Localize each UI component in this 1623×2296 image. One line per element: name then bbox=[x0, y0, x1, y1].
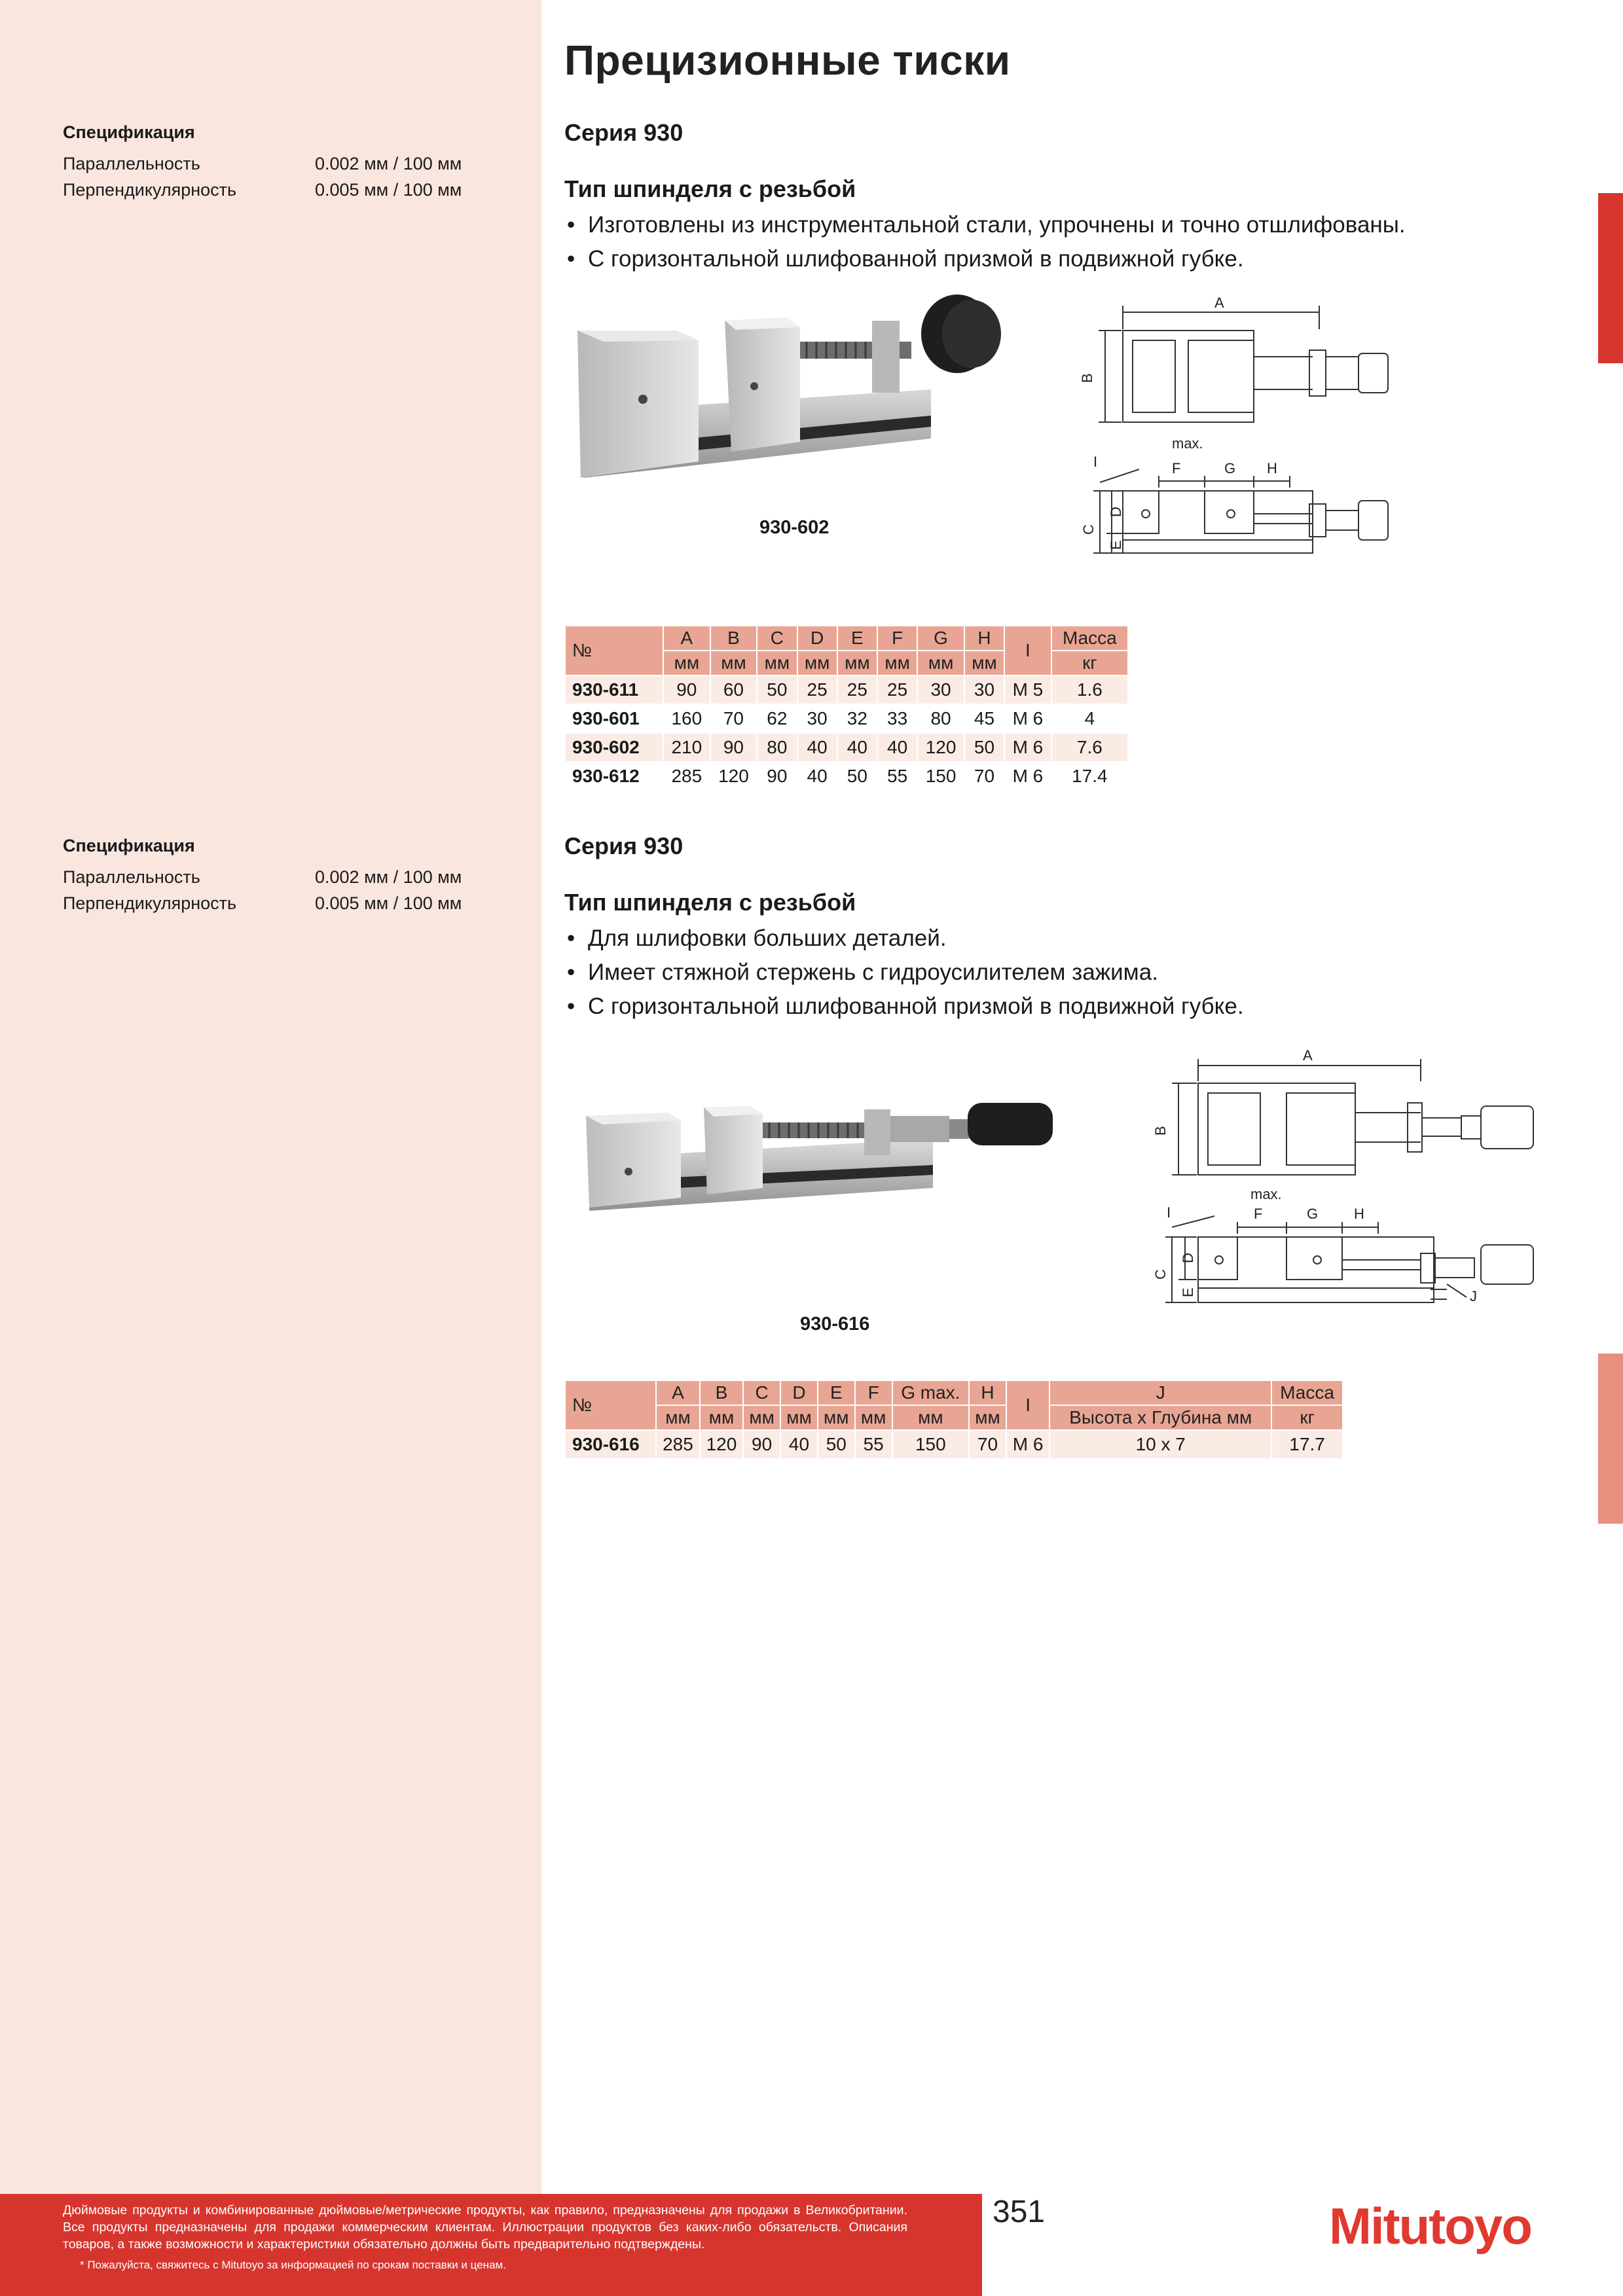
spec-value: 0.002 мм / 100 мм bbox=[315, 867, 462, 887]
table-cell: 25 bbox=[797, 675, 837, 704]
spec-row-parallelism bbox=[63, 864, 482, 890]
col-header: G bbox=[917, 626, 964, 651]
spec-row-perpendicularity bbox=[63, 177, 482, 203]
table-cell: 10 x 7 bbox=[1049, 1430, 1271, 1459]
col-header: Масса bbox=[1271, 1380, 1343, 1405]
col-unit: мм bbox=[780, 1405, 818, 1430]
col-header: D bbox=[797, 626, 837, 651]
table-header-row bbox=[565, 1380, 1343, 1405]
col-unit: мм bbox=[656, 1405, 699, 1430]
dim-label-a: A bbox=[1303, 1047, 1313, 1064]
table-cell: 40 bbox=[837, 733, 877, 762]
table-cell: 40 bbox=[877, 733, 917, 762]
dim-label-c: C bbox=[1152, 1269, 1169, 1280]
feature-list bbox=[564, 208, 1586, 276]
table-cell: 45 bbox=[964, 704, 1004, 733]
dim-label-b: B bbox=[1152, 1126, 1169, 1136]
spec-block-2 bbox=[63, 833, 482, 916]
table-cell: 60 bbox=[710, 675, 757, 704]
col-header: I bbox=[1006, 1380, 1049, 1430]
chapter-tab-marker bbox=[1598, 193, 1623, 363]
table-cell: 70 bbox=[969, 1430, 1006, 1459]
table-cell: M 6 bbox=[1006, 1430, 1049, 1459]
table-cell: M 6 bbox=[1004, 762, 1051, 791]
col-header: I bbox=[1004, 626, 1051, 675]
col-unit: мм bbox=[917, 651, 964, 675]
dim-label-f: F bbox=[1172, 460, 1181, 476]
dim-label-e: E bbox=[1108, 540, 1124, 550]
table-cell: 40 bbox=[780, 1430, 818, 1459]
table-row bbox=[565, 733, 1128, 762]
dim-label-i: I bbox=[1093, 454, 1098, 470]
dim-label-e: E bbox=[1180, 1287, 1196, 1297]
table-cell: M 5 bbox=[1004, 675, 1051, 704]
col-unit: мм bbox=[700, 1405, 743, 1430]
table-cell: 80 bbox=[757, 733, 797, 762]
mitutoyo-logo bbox=[1329, 2198, 1591, 2257]
table-cell: 210 bbox=[663, 733, 710, 762]
table-cell: M 6 bbox=[1004, 704, 1051, 733]
col-header: Масса bbox=[1051, 626, 1128, 651]
table-cell: 25 bbox=[837, 675, 877, 704]
table-unit-row bbox=[565, 1405, 1343, 1430]
col-unit: мм bbox=[710, 651, 757, 675]
table-cell: 7.6 bbox=[1051, 733, 1128, 762]
item-number-cell: 930-601 bbox=[565, 704, 663, 733]
spec-label: Перпендикулярность bbox=[63, 893, 237, 913]
spindle-heading: Тип шпинделя с резьбой bbox=[564, 175, 856, 202]
spec-table-1 bbox=[564, 625, 1129, 791]
feature-list bbox=[564, 922, 1586, 1024]
spec-label: Параллельность bbox=[63, 154, 200, 173]
col-header: C bbox=[757, 626, 797, 651]
table-row bbox=[565, 1430, 1343, 1459]
dim-label-max: max. bbox=[1250, 1186, 1282, 1202]
vise-photo-930-616 bbox=[576, 1047, 1106, 1309]
col-header: A bbox=[656, 1380, 699, 1405]
table-cell: 4 bbox=[1051, 704, 1128, 733]
dim-label-a: A bbox=[1214, 295, 1224, 311]
col-header: H bbox=[964, 626, 1004, 651]
page-number: 351 bbox=[993, 2195, 1046, 2229]
feature-item: • С горизонтальной шлифованной призмой в подвижной губке. bbox=[564, 990, 1586, 1024]
dim-label-max: max. bbox=[1172, 435, 1203, 452]
table-cell: 55 bbox=[877, 762, 917, 791]
table-cell: 50 bbox=[964, 733, 1004, 762]
table-cell: 30 bbox=[964, 675, 1004, 704]
col-header: A bbox=[663, 626, 710, 651]
col-unit: мм bbox=[969, 1405, 1006, 1430]
table-cell: 50 bbox=[757, 675, 797, 704]
dimension-diagram-1 bbox=[1074, 291, 1414, 579]
table-cell: 40 bbox=[797, 733, 837, 762]
col-unit: мм bbox=[877, 651, 917, 675]
feature-item: • Для шлифовки больших деталей. bbox=[564, 922, 1586, 956]
col-header: B bbox=[710, 626, 757, 651]
col-header: G max. bbox=[892, 1380, 970, 1405]
table-cell: 55 bbox=[855, 1430, 892, 1459]
col-header: F bbox=[855, 1380, 892, 1405]
series-heading: Серия 930 bbox=[564, 833, 684, 859]
spec-row-perpendicularity bbox=[63, 890, 482, 916]
feature-item: • Имеет стяжной стержень с гидроусилителем зажима. bbox=[564, 956, 1586, 990]
dimension-diagram-2 bbox=[1139, 1041, 1584, 1329]
col-header: J bbox=[1049, 1380, 1271, 1405]
dim-label-g: G bbox=[1224, 460, 1236, 476]
col-unit: мм bbox=[892, 1405, 970, 1430]
col-header: F bbox=[877, 626, 917, 651]
table-cell: 25 bbox=[877, 675, 917, 704]
col-unit: кг bbox=[1271, 1405, 1343, 1430]
col-unit: мм bbox=[757, 651, 797, 675]
spec-value: 0.005 мм / 100 мм bbox=[315, 180, 462, 200]
dim-label-f: F bbox=[1254, 1206, 1263, 1222]
footer-disclaimer: Дюймовые продукты и комбинированные дюймовые/метрические продукты, как правило, предназначены для продажи в Великобритании. Все продукты предназначены для продажи коммерческим клиентам. Иллюстрации продуктов без каких-либо обязательств. Описания товаров, а также возможности и характеристики обязательно должны быть предварительно подтверждены. bbox=[63, 2203, 907, 2251]
col-unit: мм bbox=[818, 1405, 855, 1430]
dim-label-g: G bbox=[1307, 1206, 1319, 1222]
dim-label-j: J bbox=[1470, 1288, 1477, 1304]
table-header-row bbox=[565, 626, 1128, 651]
col-unit: мм bbox=[663, 651, 710, 675]
table-cell: 70 bbox=[710, 704, 757, 733]
table-cell: 120 bbox=[710, 762, 757, 791]
table-cell: 33 bbox=[877, 704, 917, 733]
table-cell: 30 bbox=[797, 704, 837, 733]
col-unit: мм bbox=[837, 651, 877, 675]
col-unit: кг bbox=[1051, 651, 1128, 675]
spec-title: Спецификация bbox=[63, 122, 195, 142]
footer-note: * Пожалуйста, свяжитесь с Mitutoyo за информацией по срокам поставки и ценам. bbox=[80, 2259, 506, 2271]
col-unit: Высота x Глубина мм bbox=[1049, 1405, 1271, 1430]
col-header: D bbox=[780, 1380, 818, 1405]
table-cell: 50 bbox=[818, 1430, 855, 1459]
logo-text: Mitutoyo bbox=[1329, 2198, 1531, 2255]
dim-label-i: I bbox=[1167, 1204, 1171, 1221]
table-cell: 17.4 bbox=[1051, 762, 1128, 791]
table-cell: 150 bbox=[917, 762, 964, 791]
table-row bbox=[565, 704, 1128, 733]
spec-table-2 bbox=[564, 1380, 1343, 1460]
table-cell: 285 bbox=[663, 762, 710, 791]
spec-label: Параллельность bbox=[63, 867, 200, 887]
dim-label-d: D bbox=[1108, 507, 1124, 517]
table-cell: 80 bbox=[917, 704, 964, 733]
col-header-no: № bbox=[565, 1380, 656, 1430]
spec-label: Перпендикулярность bbox=[63, 180, 237, 200]
col-header: H bbox=[969, 1380, 1006, 1405]
page-title: Прецизионные тиски bbox=[564, 37, 1011, 84]
dim-label-c: C bbox=[1080, 524, 1097, 535]
table-cell: M 6 bbox=[1004, 733, 1051, 762]
photo-caption: 930-602 bbox=[759, 517, 830, 538]
dim-label-h: H bbox=[1354, 1206, 1364, 1222]
table-cell: 90 bbox=[710, 733, 757, 762]
dim-label-b: B bbox=[1079, 373, 1095, 383]
table-cell: 70 bbox=[964, 762, 1004, 791]
table-cell: 120 bbox=[917, 733, 964, 762]
table-cell: 120 bbox=[700, 1430, 743, 1459]
table-cell: 40 bbox=[797, 762, 837, 791]
spec-block-1 bbox=[63, 119, 482, 203]
table-cell: 30 bbox=[917, 675, 964, 704]
col-header: C bbox=[743, 1380, 780, 1405]
table-cell: 17.7 bbox=[1271, 1430, 1343, 1459]
table-cell: 90 bbox=[743, 1430, 780, 1459]
product-section-1 bbox=[564, 119, 1586, 276]
col-unit: мм bbox=[797, 651, 837, 675]
col-header: E bbox=[837, 626, 877, 651]
chapter-tab-marker-light bbox=[1598, 1354, 1623, 1524]
table-cell: 62 bbox=[757, 704, 797, 733]
feature-item: • Изготовлены из инструментальной стали, упрочнены и точно отшлифованы. bbox=[564, 208, 1586, 242]
sidebar-panel bbox=[0, 0, 541, 2296]
col-header: B bbox=[700, 1380, 743, 1405]
table-cell: 50 bbox=[837, 762, 877, 791]
item-number-cell: 930-611 bbox=[565, 675, 663, 704]
item-number-cell: 930-602 bbox=[565, 733, 663, 762]
feature-item: • С горизонтальной шлифованной призмой в подвижной губке. bbox=[564, 242, 1586, 276]
spec-value: 0.002 мм / 100 мм bbox=[315, 154, 462, 173]
dim-label-d: D bbox=[1180, 1253, 1196, 1263]
table-cell: 1.6 bbox=[1051, 675, 1128, 704]
table-cell: 160 bbox=[663, 704, 710, 733]
col-unit: мм bbox=[743, 1405, 780, 1430]
table-cell: 90 bbox=[757, 762, 797, 791]
dim-label-h: H bbox=[1267, 460, 1277, 476]
table-row bbox=[565, 675, 1128, 704]
spindle-heading: Тип шпинделя с резьбой bbox=[564, 889, 856, 916]
table-cell: 150 bbox=[892, 1430, 970, 1459]
col-unit: мм bbox=[964, 651, 1004, 675]
col-header: E bbox=[818, 1380, 855, 1405]
vise-photo-930-602 bbox=[564, 281, 1036, 511]
series-heading: Серия 930 bbox=[564, 119, 684, 146]
table-row bbox=[565, 762, 1128, 791]
item-number-cell: 930-616 bbox=[565, 1430, 656, 1459]
col-header-no: № bbox=[565, 626, 663, 675]
spec-title: Спецификация bbox=[63, 836, 195, 855]
col-unit: мм bbox=[855, 1405, 892, 1430]
product-section-2 bbox=[564, 833, 1586, 1024]
table-cell: 90 bbox=[663, 675, 710, 704]
item-number-cell: 930-612 bbox=[565, 762, 663, 791]
photo-caption: 930-616 bbox=[800, 1314, 870, 1335]
table-cell: 32 bbox=[837, 704, 877, 733]
table-cell: 285 bbox=[656, 1430, 699, 1459]
spec-row-parallelism bbox=[63, 151, 482, 177]
spec-value: 0.005 мм / 100 мм bbox=[315, 893, 462, 913]
